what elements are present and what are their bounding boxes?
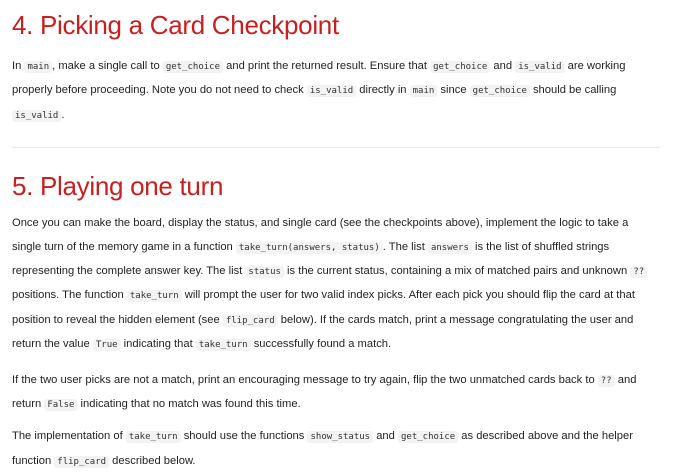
text-run: Once you can make the board, display the status, and single card (see the checkpoints above), implement the logic to take a single turn of the memory game in a function [12,217,629,253]
inline-code: take_turn [196,339,251,351]
inline-code: flip_card [223,315,278,327]
text-run: . The list [382,240,428,253]
text-run: will prompt the user for two valid index picks. After each pick you should flip the card at that position to reveal the hidden element (see [12,289,635,326]
inline-code: True [93,339,121,351]
paragraph [12,425,660,474]
text-run: directly in [356,84,410,97]
text-run: should use the functions [180,430,308,443]
text-run: successfully found a match. [250,338,392,351]
inline-code: show_status [307,431,373,443]
section-5-heading: 5. Playing one turn [12,171,224,202]
text-run: . [61,108,65,121]
text-run: The implementation of [12,430,126,443]
paragraph [12,212,660,357]
paragraph [12,369,660,418]
text-run: In [12,60,25,72]
inline-code: get_choice [470,85,530,97]
inline-code: is_valid [307,85,356,97]
inline-code: main [410,85,438,97]
inline-code: flip_card [54,456,109,468]
text-run: as described above and the helper function [12,430,633,467]
text-run: is the list of shuffled strings representing the complete answer key. The list [12,240,610,278]
inline-code: answers [428,242,472,254]
inline-code: main [24,61,52,73]
text-run: are working properly before proceeding. Note you do not need to check [12,60,626,97]
text-run: is the current status, containing a mix of matched pairs and unknown [283,265,631,278]
inline-code: take_turn(answers, status) [236,242,383,254]
inline-code: status [245,266,284,278]
text-run: and [373,430,398,443]
inline-code: ?? [630,266,647,278]
text-run: since [437,84,470,97]
section-divider [12,147,660,148]
text-run: described below. [109,454,196,467]
inline-code: get_choice [398,431,458,443]
inline-code: get_choice [430,61,490,73]
inline-code: take_turn [127,290,182,302]
text-run: indicating that no match was found this time. [77,398,301,411]
text-run: should be calling [529,84,617,97]
inline-code: ?? [598,375,615,387]
inline-code: False [44,399,77,411]
text-run: and print the returned result. Ensure that [223,60,431,72]
text-run: and [490,60,516,72]
text-run: and return [12,373,637,411]
inline-code: is_valid [515,61,564,73]
inline-code: take_turn [126,431,181,443]
text-run: indicating that [120,338,196,351]
text-run: below). If the cards match, print a message congratulating the user and return the value [12,313,634,351]
inline-code: is_valid [12,110,61,122]
paragraph [12,55,660,128]
text-run: If the two user picks are not a match, print an encouraging message to try again, flip the two unmatched cards back to [12,373,598,386]
text-run: positions. The function [12,289,127,302]
inline-code: get_choice [163,61,223,73]
section-4-heading: 4. Picking a Card Checkpoint [12,10,339,40]
text-run: , make a single call to [52,60,163,72]
